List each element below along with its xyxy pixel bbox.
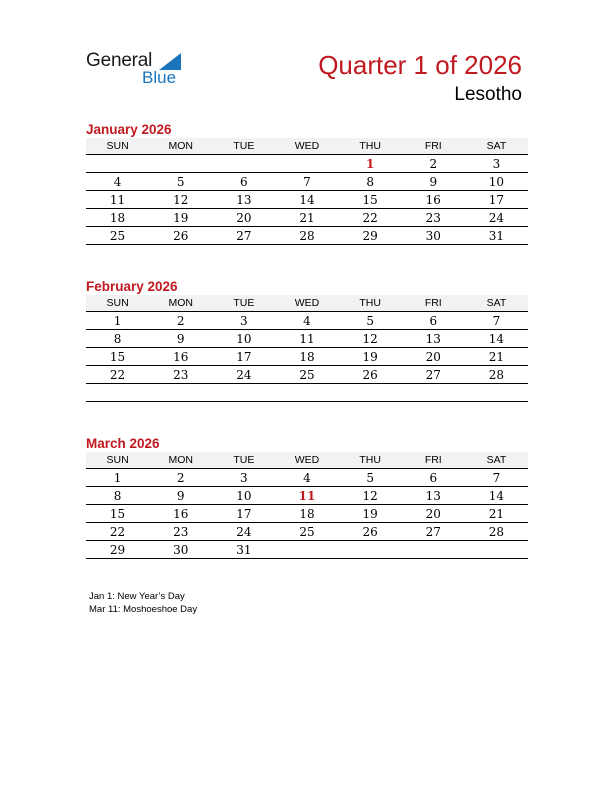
- day-cell: 15: [86, 348, 149, 366]
- day-cell: 8: [86, 330, 149, 348]
- day-cell: 24: [465, 209, 528, 227]
- day-cell: 18: [275, 505, 338, 523]
- week-row: [86, 523, 528, 541]
- day-cell: 23: [149, 366, 212, 384]
- week-row: [86, 469, 528, 487]
- day-cell: 21: [465, 505, 528, 523]
- weekday-label: FRI: [402, 138, 465, 155]
- empty-day-cell: [86, 384, 149, 402]
- empty-day-cell: [465, 384, 528, 402]
- day-cell: 17: [212, 348, 275, 366]
- day-cell: 1: [339, 155, 402, 173]
- empty-day-cell: [212, 155, 275, 173]
- weekday-label: SUN: [86, 295, 149, 312]
- day-cell: 12: [339, 487, 402, 505]
- day-cell: 24: [212, 523, 275, 541]
- day-cell: 23: [149, 523, 212, 541]
- day-cell: 6: [402, 469, 465, 487]
- day-cell: 2: [149, 312, 212, 330]
- day-cell: 24: [212, 366, 275, 384]
- day-cell: 3: [212, 312, 275, 330]
- week-row: [86, 505, 528, 523]
- day-cell: 11: [86, 191, 149, 209]
- day-cell: 28: [465, 366, 528, 384]
- weekday-label: SUN: [86, 452, 149, 469]
- day-cell: 5: [339, 312, 402, 330]
- weekday-label: WED: [275, 452, 338, 469]
- weekday-label: FRI: [402, 295, 465, 312]
- day-cell: 27: [402, 366, 465, 384]
- day-cell: 19: [149, 209, 212, 227]
- empty-day-cell: [275, 384, 338, 402]
- day-cell: 13: [402, 330, 465, 348]
- month-title: February 2026: [86, 279, 178, 294]
- day-cell: 7: [465, 312, 528, 330]
- day-cell: 18: [275, 348, 338, 366]
- day-cell: 28: [275, 227, 338, 245]
- weekday-label: WED: [275, 138, 338, 155]
- weekday-label: MON: [149, 138, 212, 155]
- day-cell: 8: [339, 173, 402, 191]
- empty-day-cell: [339, 384, 402, 402]
- empty-day-cell: [149, 384, 212, 402]
- day-cell: 14: [465, 330, 528, 348]
- empty-day-cell: [86, 155, 149, 173]
- week-row: [86, 227, 528, 245]
- weekday-label: MON: [149, 452, 212, 469]
- empty-day-cell: [275, 541, 338, 559]
- day-cell: 9: [149, 487, 212, 505]
- empty-day-cell: [275, 155, 338, 173]
- day-cell: 10: [212, 330, 275, 348]
- day-cell: 3: [465, 155, 528, 173]
- empty-day-cell: [212, 384, 275, 402]
- day-cell: 20: [212, 209, 275, 227]
- day-cell: 11: [275, 330, 338, 348]
- calendar-grid: [86, 452, 528, 559]
- week-row: [86, 209, 528, 227]
- week-row: [86, 312, 528, 330]
- day-cell: 17: [212, 505, 275, 523]
- weekday-header-row: [86, 138, 528, 155]
- day-cell: 17: [465, 191, 528, 209]
- day-cell: 4: [275, 312, 338, 330]
- day-cell: 10: [465, 173, 528, 191]
- day-cell: 27: [212, 227, 275, 245]
- month-march: [86, 436, 528, 559]
- day-cell: 5: [149, 173, 212, 191]
- logo-general-text: General: [86, 50, 153, 71]
- week-row: [86, 541, 528, 559]
- week-row: [86, 487, 528, 505]
- day-cell: 19: [339, 505, 402, 523]
- day-cell: 9: [402, 173, 465, 191]
- weekday-label: SAT: [465, 138, 528, 155]
- day-cell: 13: [402, 487, 465, 505]
- day-cell: 26: [339, 523, 402, 541]
- day-cell: 21: [275, 209, 338, 227]
- holiday-notes: [89, 590, 197, 616]
- day-cell: 14: [275, 191, 338, 209]
- week-row: [86, 330, 528, 348]
- day-cell: 7: [465, 469, 528, 487]
- day-cell: 15: [86, 505, 149, 523]
- day-cell: 13: [212, 191, 275, 209]
- day-cell: 4: [86, 173, 149, 191]
- day-cell: 2: [402, 155, 465, 173]
- weekday-header-row: [86, 295, 528, 312]
- month-title: January 2026: [86, 122, 172, 137]
- day-cell: 11: [275, 487, 338, 505]
- weekday-label: SAT: [465, 452, 528, 469]
- weekday-label: THU: [339, 452, 402, 469]
- day-cell: 7: [275, 173, 338, 191]
- day-cell: 19: [339, 348, 402, 366]
- weekday-label: TUE: [212, 138, 275, 155]
- weekday-label: THU: [339, 295, 402, 312]
- country-name: Lesotho: [454, 84, 522, 105]
- generalblue-logo: [86, 50, 196, 90]
- holiday-note: Jan 1: New Year’s Day: [89, 591, 185, 602]
- empty-day-cell: [149, 155, 212, 173]
- week-row: [86, 173, 528, 191]
- day-cell: 25: [86, 227, 149, 245]
- week-row: [86, 366, 528, 384]
- calendar-grid: [86, 138, 528, 245]
- day-cell: 23: [402, 209, 465, 227]
- weekday-label: SUN: [86, 138, 149, 155]
- day-cell: 8: [86, 487, 149, 505]
- day-cell: 31: [212, 541, 275, 559]
- day-cell: 22: [86, 366, 149, 384]
- day-cell: 31: [465, 227, 528, 245]
- day-cell: 16: [149, 348, 212, 366]
- week-row: [86, 191, 528, 209]
- weekday-label: THU: [339, 138, 402, 155]
- day-cell: 20: [402, 348, 465, 366]
- day-cell: 22: [86, 523, 149, 541]
- day-cell: 21: [465, 348, 528, 366]
- weekday-label: TUE: [212, 452, 275, 469]
- day-cell: 26: [339, 366, 402, 384]
- day-cell: 12: [149, 191, 212, 209]
- day-cell: 15: [339, 191, 402, 209]
- day-cell: 5: [339, 469, 402, 487]
- day-cell: 30: [149, 541, 212, 559]
- empty-day-cell: [402, 541, 465, 559]
- month-title: March 2026: [86, 436, 160, 451]
- day-cell: 25: [275, 523, 338, 541]
- month-february: [86, 279, 528, 402]
- empty-day-cell: [339, 541, 402, 559]
- day-cell: 27: [402, 523, 465, 541]
- day-cell: 12: [339, 330, 402, 348]
- day-cell: 22: [339, 209, 402, 227]
- day-cell: 9: [149, 330, 212, 348]
- day-cell: 6: [402, 312, 465, 330]
- weekday-header-row: [86, 452, 528, 469]
- day-cell: 16: [149, 505, 212, 523]
- weekday-label: FRI: [402, 452, 465, 469]
- day-cell: 4: [275, 469, 338, 487]
- week-row: [86, 348, 528, 366]
- weekday-label: TUE: [212, 295, 275, 312]
- calendar-grid: [86, 295, 528, 402]
- holiday-note: Mar 11: Moshoeshoe Day: [89, 604, 198, 615]
- day-cell: 28: [465, 523, 528, 541]
- day-cell: 26: [149, 227, 212, 245]
- day-cell: 14: [465, 487, 528, 505]
- day-cell: 10: [212, 487, 275, 505]
- empty-day-cell: [402, 384, 465, 402]
- day-cell: 29: [86, 541, 149, 559]
- day-cell: 20: [402, 505, 465, 523]
- day-cell: 2: [149, 469, 212, 487]
- weekday-label: WED: [275, 295, 338, 312]
- day-cell: 1: [86, 312, 149, 330]
- week-row: [86, 155, 528, 173]
- day-cell: 6: [212, 173, 275, 191]
- day-cell: 18: [86, 209, 149, 227]
- day-cell: 3: [212, 469, 275, 487]
- day-cell: 29: [339, 227, 402, 245]
- day-cell: 30: [402, 227, 465, 245]
- month-january: [86, 122, 528, 245]
- day-cell: 1: [86, 469, 149, 487]
- day-cell: 16: [402, 191, 465, 209]
- page-title: Quarter 1 of 2026: [318, 50, 522, 80]
- weekday-label: MON: [149, 295, 212, 312]
- logo-blue-text: Blue: [142, 68, 177, 87]
- day-cell: 25: [275, 366, 338, 384]
- weekday-label: SAT: [465, 295, 528, 312]
- empty-day-cell: [465, 541, 528, 559]
- week-row: [86, 384, 528, 402]
